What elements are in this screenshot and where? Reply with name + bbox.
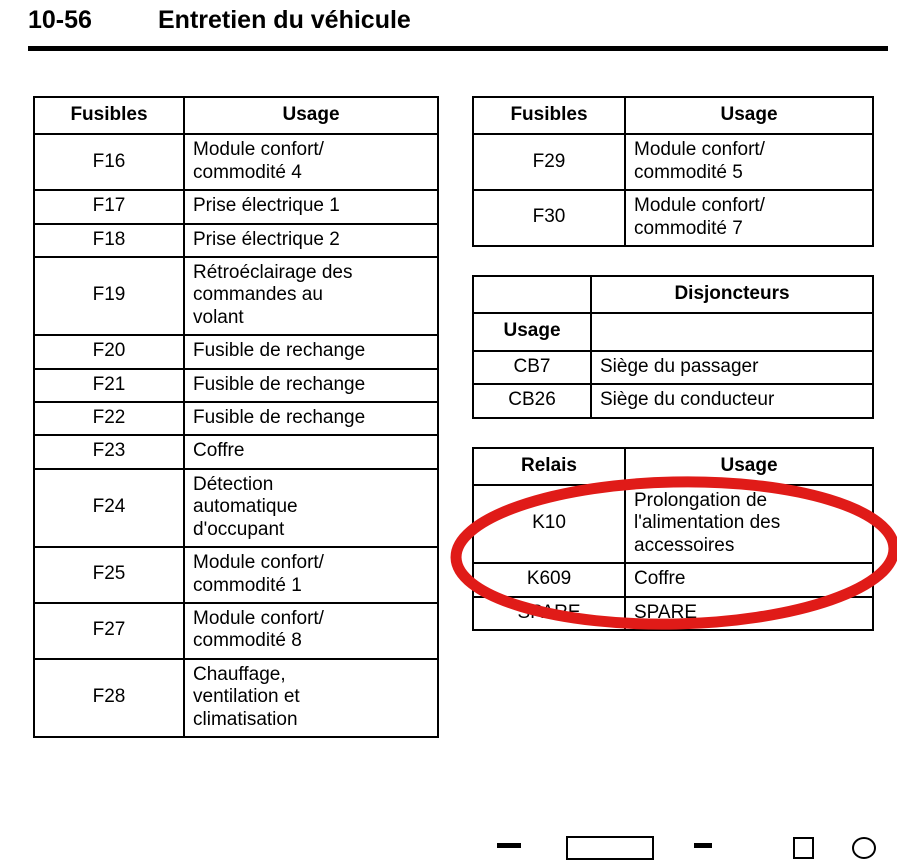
page-header xyxy=(28,6,888,48)
column-header-usage: Usage xyxy=(625,97,873,134)
fuse-id: F21 xyxy=(34,369,184,402)
table-row xyxy=(473,384,873,417)
right-column-container xyxy=(472,96,872,631)
column-header-usage: Usage xyxy=(184,97,438,134)
fuse-id: F27 xyxy=(34,603,184,659)
table-row xyxy=(473,597,873,630)
header-rule xyxy=(28,46,888,51)
column-header-relays: Relais xyxy=(473,448,625,485)
fuse-usage: Module confort/ commodité 5 xyxy=(625,134,873,190)
fuse-usage: Chauffage, ventilation et climatisation xyxy=(184,659,438,737)
fuse-id: F22 xyxy=(34,402,184,435)
fuse-usage: Fusible de rechange xyxy=(184,369,438,402)
fuse-id: F29 xyxy=(473,134,625,190)
breaker-id: CB26 xyxy=(473,384,591,417)
fuse-table-left xyxy=(33,96,439,738)
empty-cell xyxy=(591,313,873,350)
fuse-id: F30 xyxy=(473,190,625,246)
relay-usage: Coffre xyxy=(625,563,873,596)
relay-id: K609 xyxy=(473,563,625,596)
footer-box-2 xyxy=(793,837,814,859)
column-header-usage: Usage xyxy=(473,313,591,350)
table-header-row xyxy=(473,97,873,134)
fuse-usage: Détection automatique d'occupant xyxy=(184,469,438,547)
fuse-usage: Coffre xyxy=(184,435,438,468)
relay-usage: Prolongation de l'alimentation des accessoires xyxy=(625,485,873,563)
table-row xyxy=(34,469,438,547)
footer-mark-2 xyxy=(694,843,712,848)
fuse-table-right xyxy=(472,96,874,247)
fuse-usage: Module confort/ commodité 7 xyxy=(625,190,873,246)
table-row xyxy=(34,224,438,257)
table-header-row xyxy=(34,97,438,134)
empty-header-cell xyxy=(473,276,591,313)
column-header-fuses: Fusibles xyxy=(34,97,184,134)
relay-id: SPARE xyxy=(473,597,625,630)
table-row xyxy=(34,257,438,335)
fuse-id: F19 xyxy=(34,257,184,335)
fuse-usage: Module confort/ commodité 8 xyxy=(184,603,438,659)
fuse-usage: Module confort/ commodité 1 xyxy=(184,547,438,603)
table-row xyxy=(473,563,873,596)
table-subheader-row xyxy=(473,313,873,350)
table-row xyxy=(473,485,873,563)
fuse-id: F23 xyxy=(34,435,184,468)
table-row xyxy=(34,659,438,737)
footer-mark-1 xyxy=(497,843,521,848)
relay-id: K10 xyxy=(473,485,625,563)
table-row xyxy=(473,190,873,246)
fuse-usage: Fusible de rechange xyxy=(184,402,438,435)
table-header-row xyxy=(473,276,873,313)
fuse-usage: Fusible de rechange xyxy=(184,335,438,368)
breaker-table xyxy=(472,275,874,419)
fuse-id: F24 xyxy=(34,469,184,547)
column-header-fuses: Fusibles xyxy=(473,97,625,134)
table-row xyxy=(34,134,438,190)
table-row xyxy=(34,369,438,402)
table-row xyxy=(34,190,438,223)
fuse-usage: Prise électrique 2 xyxy=(184,224,438,257)
column-header-breakers: Disjoncteurs xyxy=(591,276,873,313)
breaker-usage: Siège du conducteur xyxy=(591,384,873,417)
page-title: Entretien du véhicule xyxy=(158,6,411,34)
table-row xyxy=(473,351,873,384)
fuse-id: F16 xyxy=(34,134,184,190)
fuse-id: F28 xyxy=(34,659,184,737)
relay-table xyxy=(472,447,874,631)
page-number: 10-56 xyxy=(28,6,92,34)
table-header-row xyxy=(473,448,873,485)
breaker-usage: Siège du passager xyxy=(591,351,873,384)
table-row xyxy=(34,547,438,603)
column-header-usage: Usage xyxy=(625,448,873,485)
left-table-continuation xyxy=(33,838,437,855)
footer-box-3 xyxy=(852,837,876,859)
table-row xyxy=(34,603,438,659)
table-row xyxy=(34,402,438,435)
fuse-id: F18 xyxy=(34,224,184,257)
fuse-usage: Rétroéclairage des commandes au volant xyxy=(184,257,438,335)
relay-usage: SPARE xyxy=(625,597,873,630)
table-row xyxy=(473,134,873,190)
breaker-id: CB7 xyxy=(473,351,591,384)
fuse-id: F17 xyxy=(34,190,184,223)
fuse-table-left-container xyxy=(33,96,437,738)
table-row xyxy=(34,435,438,468)
fuse-usage: Module confort/ commodité 4 xyxy=(184,134,438,190)
fuse-id: F25 xyxy=(34,547,184,603)
fuse-id: F20 xyxy=(34,335,184,368)
fuse-usage: Prise électrique 1 xyxy=(184,190,438,223)
table-row xyxy=(34,335,438,368)
footer-box-1 xyxy=(566,836,654,860)
